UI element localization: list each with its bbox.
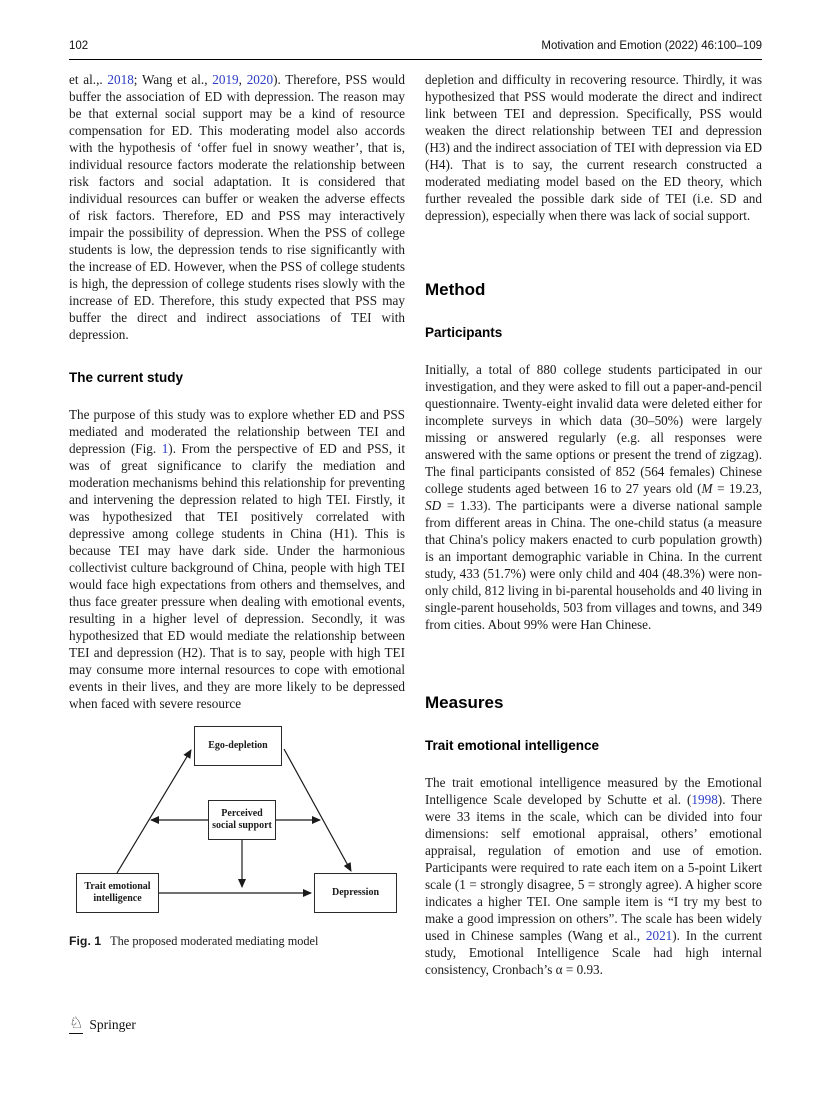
text-segment: ). In the current study, Emotional Intelligence Scale had high internal consistency, Cronbach’s α = 0.93. xyxy=(425,928,762,977)
text-segment: ). From the perspective of ED and PSS, it was of great significance to clarify the mediation and moderation mechanisms behind this relationship for preventing and intervening the depression related to high TEI. Firstly, it was hypothesized that TEI positively correlated with depressive among college students in China (H1). This is because TEI may have dark side. Under the harmonious collectivist culture background of China, people with high TEI would face high expectations from others and themselves, and thus face greater pressure when dealing with emotional events, resulting in a higher level of depression. Secondly, it was hypothesized that ED would mediate the relationship between TEI and depression (H2). That is to say, people with high TEI may consume more internal resources to cope with emotional events in their lives, and they are more likely to be depressed when faced with severe resource xyxy=(69,441,406,711)
paragraph-trait-emotional-intelligence xyxy=(425,774,762,978)
text-segment: The purpose of this study was to explore whether ED and PSS mediated and moderated the relationship between TEI and depression (Fig. xyxy=(69,407,405,456)
figure-1-diagram xyxy=(69,724,405,916)
paragraph-continued: depletion and difficulty in recovering resource. Thirdly, it was hypothesized that PSS would moderate the direct and indirect link between TEI and depression. Specifically, PSS would weaken the direct relationship between TEI and depression (H3) and the indirect association of TEI with depression via ED (H4). That is to say, the current research constructed a moderated mediating model based on the ED theory, which further revealed the possible dark side of TEI (i.e. SD and depression), especially when there was lack of social support. xyxy=(425,72,762,223)
citation-link[interactable]: 1 xyxy=(161,441,169,456)
figure-caption-text: The proposed moderated mediating model xyxy=(110,934,319,948)
figure-box-depression: Depression xyxy=(314,873,397,913)
journal-reference: Motivation and Emotion (2022) 46:100–109 xyxy=(541,40,762,52)
citation-link[interactable]: 2019 xyxy=(212,72,239,87)
paragraph-participants xyxy=(425,361,762,633)
header-rule xyxy=(69,59,762,60)
figure-1 xyxy=(69,724,405,949)
arrow-tei-to-ego xyxy=(117,750,191,873)
figure-1-caption xyxy=(69,934,405,949)
section-heading-current-study: The current study xyxy=(69,370,184,385)
citation-link[interactable]: 1998 xyxy=(691,792,718,807)
right-column xyxy=(425,71,762,978)
paragraph-continued xyxy=(69,71,405,343)
figure-box-trait-emotional-intelligence: Trait emotional intelligence xyxy=(76,873,159,913)
running-head xyxy=(69,40,762,52)
subsection-heading-participants: Participants xyxy=(425,325,503,340)
paragraph-current-study xyxy=(69,406,405,712)
arrow-ego-to-depression xyxy=(284,749,351,871)
text-segment: et al.,. xyxy=(69,72,108,87)
text-segment: Initially, a total of 880 college students participated in our investigation, and they were asked to fill out a paper-and-pencil questionnaire. Twenty-eight invalid data were deleted either for incomplete surveys in which data (30–50%) were largely missing or answered regularly (e.g. all responses were answered with the same options or present the trend of zigzag). The final participants consisted of 852 (564 females) Chinese college students aged between 16 to 27 years old ( xyxy=(425,362,762,496)
text-segment: = 1.33). The participants were a diverse national sample from different areas in China. The one-child status (a measure that China's policy makers enacted to curb population growth) is an important demographic variable in China. In the current study, 433 (51.7%) were only child and 404 (48.3%) were non-only child, 812 living in bi-parental households and 40 living in single-parent households, 503 from villages and towns, and 349 from cities. About 99% were Han Chinese. xyxy=(425,498,762,632)
text-segment: ). There were 33 items in the scale, which can be divided into four dimensions: self emotional appraisal, others’ emotional appraisal, regulation of emotion and use of emotion. Participants were required to rate each item on a 5-point Likert scale (1 = strongly disagree, 5 = strongly agree). A higher score indicates a higher TEI. One sample item is “I try my best to make a good impression on others”. The scale has been widely used in Chinese samples (Wang et al., xyxy=(425,792,762,943)
citation-link[interactable]: 2021 xyxy=(645,928,673,943)
figure-box-ego-depletion: Ego-depletion xyxy=(194,726,282,766)
springer-knight-icon: ♘ xyxy=(69,1015,84,1032)
text-segment: SD xyxy=(425,498,442,513)
citation-link[interactable]: 2020 xyxy=(246,72,274,87)
section-heading-measures: Measures xyxy=(425,693,504,712)
page-number: 102 xyxy=(69,40,89,52)
section-heading-method: Method xyxy=(425,280,486,299)
text-segment: = 19.23, xyxy=(712,481,762,496)
figure-caption-label: Fig. 1 xyxy=(69,934,102,948)
text-segment: M xyxy=(701,481,713,496)
left-column xyxy=(69,71,405,949)
figure-box-perceived-social-support: Perceived social support xyxy=(208,800,276,840)
text-segment: ; Wang et al., xyxy=(133,72,213,87)
publisher-footer xyxy=(69,1016,136,1034)
text-segment: ). Therefore, PSS would buffer the association of ED with depression. The reason may be that external social support may be a kind of resource compensation for ED. This moderating model also accords with the hypothesis of ‘offer fuel in snowy weather’, that is, individual resource factors moderate the relationship between risk factors and social adaptation. It is considered that individual resources can buffer or weaken the adverse effects of risk factors. Therefore, ED and PSS may interactively impair the possibility of depression. When the PSS of college students is low, the depression tends to rise significantly with the increase of ED. However, when the PSS of college students is high, the depression of college students rises slowly with the increase of ED. Therefore, this study expected that PSS may buffer the direct and indirect associations of TEI with depression. xyxy=(69,72,405,342)
publisher-name: Springer xyxy=(89,1017,136,1032)
subsection-heading-trait-emotional-intelligence: Trait emotional intelligence xyxy=(425,738,600,753)
citation-link[interactable]: 2018 xyxy=(107,72,134,87)
text-segment: , xyxy=(238,72,247,87)
text-segment: The trait emotional intelligence measured by the Emotional Intelligence Scale developed by Schutte et al. ( xyxy=(425,775,762,807)
